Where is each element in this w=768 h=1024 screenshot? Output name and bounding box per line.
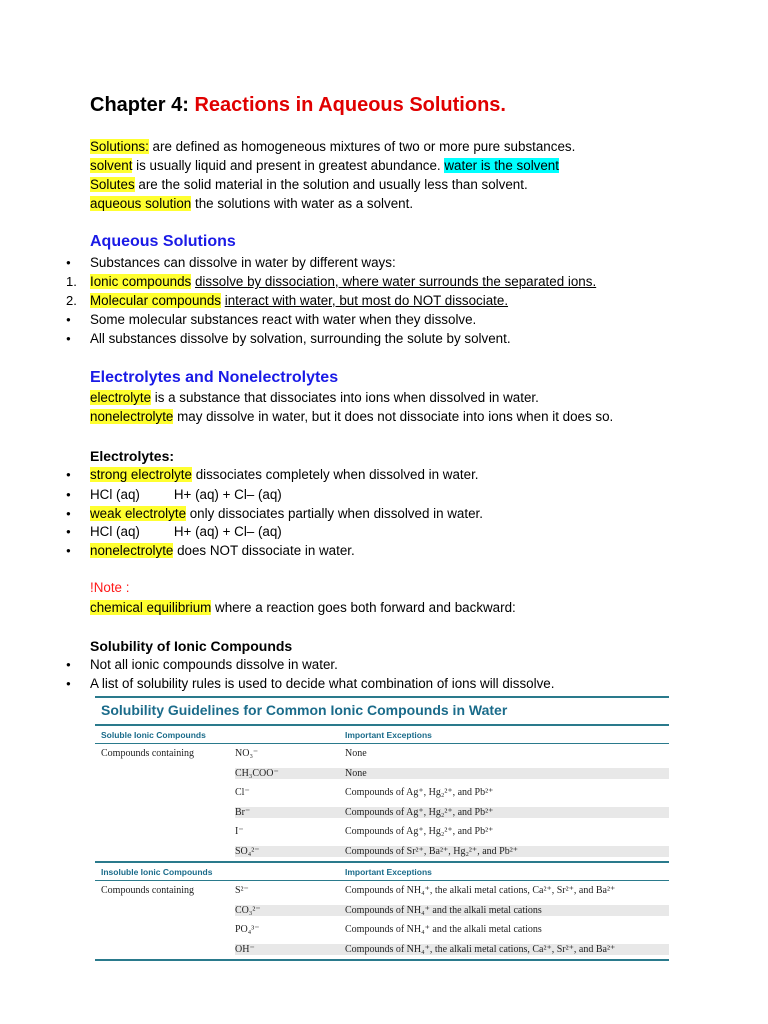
list-item	[90, 292, 508, 310]
header-soluble: Soluble Ionic Compounds	[101, 729, 206, 740]
bullet-icon	[66, 505, 86, 525]
term-weak-electrolyte: weak electrolyte	[90, 506, 187, 521]
cell-ion: OH⁻	[235, 944, 345, 955]
table-title: Solubility Guidelines for Common Ionic Compounds in Water	[95, 696, 669, 724]
table-row	[95, 920, 669, 940]
solubility-table	[95, 696, 669, 961]
bullet-icon	[66, 254, 86, 274]
cell-category: Compounds containing	[101, 885, 195, 897]
definition-nonelectrolyte	[90, 408, 613, 426]
table-row	[95, 842, 669, 862]
table-row	[95, 822, 669, 842]
list-number: 2.	[66, 293, 77, 308]
cell-ion: S²⁻	[235, 885, 249, 897]
heading-aqueous-solutions: Aqueous Solutions	[90, 233, 236, 250]
bullet-icon	[66, 330, 86, 350]
term-nonelectrolyte: nonelectrolyte	[90, 543, 174, 558]
definition-solutions	[90, 138, 575, 156]
equation-products: H+ (aq) + Cl– (aq)	[173, 487, 282, 502]
bullet-icon	[66, 466, 86, 486]
table-row	[95, 940, 669, 960]
bullet-icon	[66, 542, 86, 562]
cell-exception: Compounds of Ag⁺, Hg₂²⁺, and Pb²⁺	[345, 807, 669, 818]
bullet-icon	[66, 675, 86, 695]
cell-ion: Br⁻	[235, 807, 345, 818]
list-item-text: dissolve by dissociation, where water surrounds the separated ions.	[194, 274, 597, 289]
equation-reactant: HCl (aq)	[90, 487, 140, 502]
term-molecular-compounds: Molecular compounds	[90, 293, 221, 308]
heading-solubility: Solubility of Ionic Compounds	[90, 638, 293, 654]
note-label: !Note :	[90, 580, 130, 595]
cell-exception: Compounds of NH₄⁺ and the alkali metal cations	[345, 924, 542, 936]
list-item-text: does NOT dissociate in water.	[173, 543, 355, 558]
list-item	[90, 273, 596, 291]
heading-electrolytes: Electrolytes:	[90, 448, 175, 464]
table-row	[95, 881, 669, 901]
list-item-text: interact with water, but most do NOT dissociate.	[224, 293, 509, 308]
cell-ion: I⁻	[235, 826, 244, 838]
equation-products: H+ (aq) + Cl– (aq)	[173, 524, 282, 539]
list-item-equation	[90, 523, 282, 541]
definition-chemical-equilibrium	[90, 599, 516, 617]
list-item: All substances dissolve by solvation, surrounding the solute by solvent.	[90, 331, 511, 346]
table-row	[95, 783, 669, 803]
header-insoluble: Insoluble Ionic Compounds	[101, 866, 213, 877]
definition-text: is a substance that dissociates into ions when dissolved in water.	[151, 390, 539, 405]
list-item: A list of solubility rules is used to decide what combination of ions will dissolve.	[90, 676, 555, 691]
term-strong-electrolyte: strong electrolyte	[90, 467, 192, 482]
table-row	[95, 744, 669, 764]
table-body-soluble	[95, 744, 669, 861]
table-header-soluble	[95, 724, 669, 744]
title-chapter: Chapter 4:	[90, 94, 195, 116]
list-item-text: only dissociates partially when dissolved in water.	[186, 506, 483, 521]
bullet-icon	[66, 523, 86, 543]
term-electrolyte: electrolyte	[90, 390, 152, 405]
list-item	[90, 542, 355, 560]
definition-solutes	[90, 176, 528, 194]
header-exceptions: Important Exceptions	[345, 729, 432, 740]
cell-ion: Cl⁻	[235, 787, 250, 799]
definition-electrolyte	[90, 389, 539, 407]
table-header-insoluble	[95, 861, 669, 881]
table-row	[95, 764, 669, 784]
table-row	[95, 803, 669, 823]
cell-ion: NO₃⁻	[235, 748, 259, 760]
cell-ion: PO₄³⁻	[235, 924, 260, 936]
highlight-water-solvent: water is the solvent	[444, 158, 559, 173]
cell-exception: Compounds of Sr²⁺, Ba²⁺, Hg₂²⁺, and Pb²⁺	[345, 846, 669, 857]
cell-ion: CO₃²⁻	[235, 905, 345, 916]
definition-solvent	[90, 157, 559, 175]
list-item: Some molecular substances react with water when they dissolve.	[90, 312, 477, 327]
definition-text: the solutions with water as a solvent.	[191, 196, 414, 211]
term-solvent: solvent	[90, 158, 133, 173]
term-solutions: Solutions:	[90, 139, 149, 154]
term-solutes: Solutes	[90, 177, 135, 192]
definition-text: where a reaction goes both forward and backward:	[211, 600, 516, 615]
cell-exception: Compounds of NH₄⁺, the alkali metal cations, Ca²⁺, Sr²⁺, and Ba²⁺	[345, 885, 616, 897]
bullet-icon	[66, 311, 86, 331]
term-nonelectrolyte: nonelectrolyte	[90, 409, 174, 424]
definition-text: is usually liquid and present in greatest abundance.	[132, 158, 445, 173]
definition-text: are defined as homogeneous mixtures of two or more pure substances.	[148, 139, 576, 154]
definition-text: are the solid material in the solution and usually less than solvent.	[134, 177, 528, 192]
bullet-icon	[66, 486, 86, 506]
list-item: Substances can dissolve in water by different ways:	[90, 255, 396, 270]
cell-exception: Compounds of NH₄⁺, the alkali metal cations, Ca²⁺, Sr²⁺, and Ba²⁺	[345, 944, 669, 955]
cell-ion: SO₄²⁻	[235, 846, 345, 857]
definition-aqueous-solution	[90, 195, 413, 213]
list-item-text: dissociates completely when dissolved in water.	[191, 467, 479, 482]
list-item: Not all ionic compounds dissolve in water.	[90, 657, 338, 672]
cell-exception: None	[345, 768, 669, 779]
definition-text: may dissolve in water, but it does not dissociate into ions when it does so.	[173, 409, 614, 424]
equation-reactant: HCl (aq)	[90, 524, 140, 539]
list-item	[90, 466, 479, 484]
list-number: 1.	[66, 274, 77, 289]
page-title	[90, 92, 506, 118]
table-body-insoluble	[95, 881, 669, 961]
term-aqueous-solution: aqueous solution	[90, 196, 192, 211]
table-row	[95, 901, 669, 921]
list-item-equation	[90, 486, 282, 504]
header-exceptions: Important Exceptions	[345, 866, 432, 877]
cell-ion: CH₃COO⁻	[235, 768, 345, 779]
title-topic: Reactions in Aqueous Solutions.	[194, 94, 506, 116]
list-item	[90, 505, 483, 523]
cell-exception: Compounds of Ag⁺, Hg₂²⁺, and Pb²⁺	[345, 787, 494, 799]
cell-exception: Compounds of NH₄⁺ and the alkali metal cations	[345, 905, 669, 916]
term-ionic-compounds: Ionic compounds	[90, 274, 192, 289]
bullet-icon	[66, 656, 86, 676]
heading-electrolytes-nonelectrolytes: Electrolytes and Nonelectrolytes	[90, 369, 339, 386]
cell-exception: None	[345, 748, 367, 760]
cell-exception: Compounds of Ag⁺, Hg₂²⁺, and Pb²⁺	[345, 826, 494, 838]
term-chemical-equilibrium: chemical equilibrium	[90, 600, 212, 615]
cell-category: Compounds containing	[101, 748, 195, 760]
